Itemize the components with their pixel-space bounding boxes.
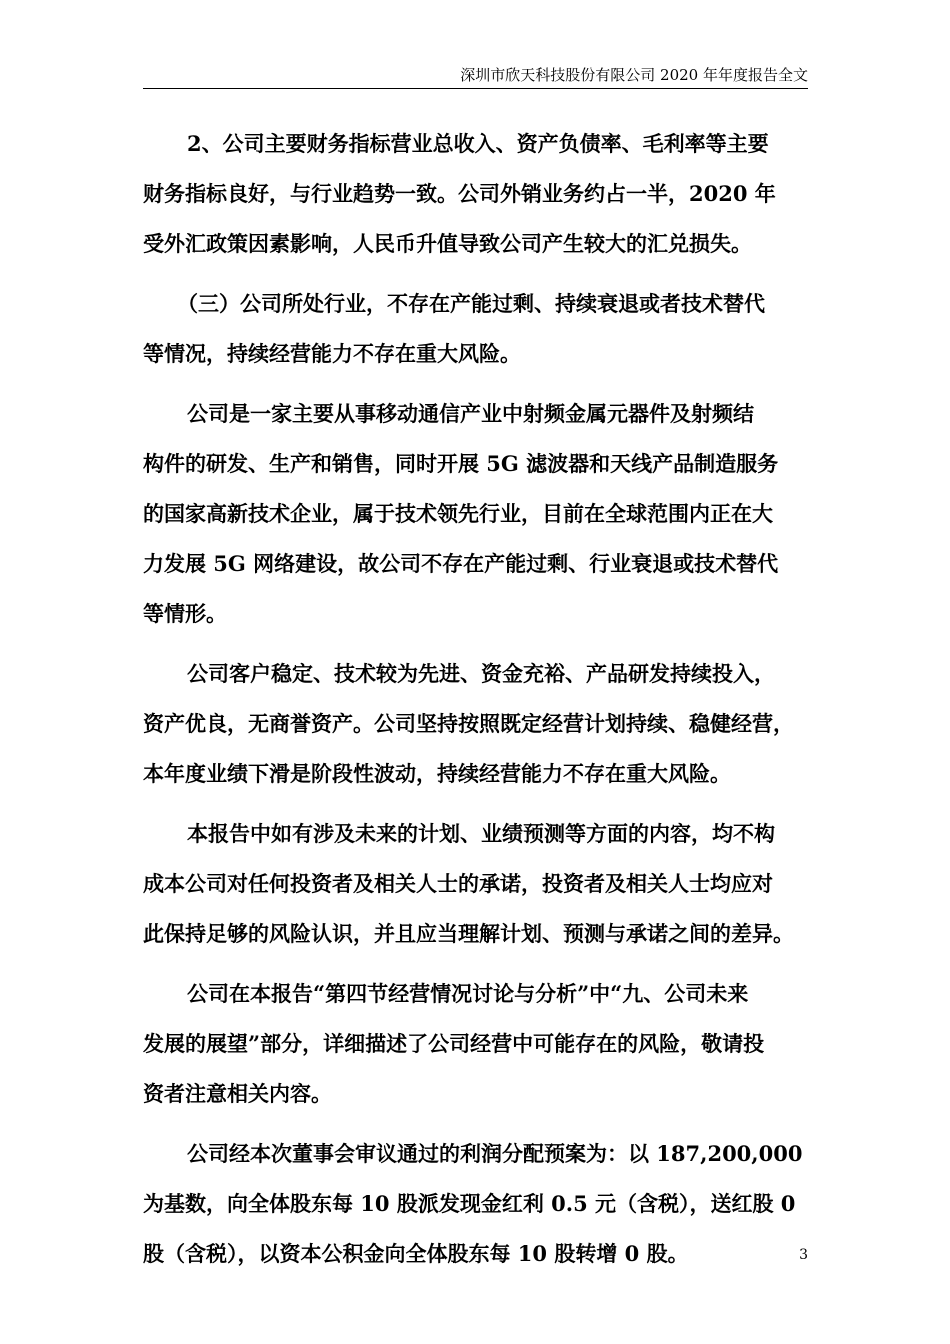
paragraph-forward-looking-disclaimer xyxy=(143,809,808,959)
text-line: 资产优良，无商誉资产。公司坚持按照既定经营计划持续、稳健经营， xyxy=(143,711,794,736)
text-line: 等情形。 xyxy=(143,601,227,626)
text-line: 发展的展望”部分，详细描述了公司经营中可能存在的风险，敬请投 xyxy=(143,1031,765,1056)
text-line: 成本公司对任何投资者及相关人士的承诺，投资者及相关人士均应对 xyxy=(143,871,773,896)
text-line: 力发展 5G 网络建设，故公司不存在产能过剩、行业衰退或技术替代 xyxy=(143,551,779,576)
document-body xyxy=(143,119,808,1289)
text-line: 的国家高新技术企业，属于技术领先行业，目前在全球范围内正在大 xyxy=(143,501,773,526)
paragraph-company-profile xyxy=(143,389,808,639)
paragraph-financial-indicators xyxy=(143,119,808,269)
paragraph-risk-reference xyxy=(143,969,808,1119)
text-line: 此保持足够的风险认识，并且应当理解计划、预测与承诺之间的差异。 xyxy=(143,921,794,946)
text-line: 公司是一家主要从事移动通信产业中射频金属元器件及射频结 xyxy=(187,401,754,426)
text-line: 本报告中如有涉及未来的计划、业绩预测等方面的内容，均不构 xyxy=(187,821,775,846)
text-line: 公司在本报告“第四节经营情况讨论与分析”中“九、公司未来 xyxy=(187,981,749,1006)
text-line: 资者注意相关内容。 xyxy=(143,1081,332,1106)
text-line: 公司经本次董事会审议通过的利润分配预案为：以 187,200,000 xyxy=(187,1141,803,1166)
paragraph-operating-stability xyxy=(143,649,808,799)
paragraph-profit-distribution xyxy=(143,1129,808,1279)
text-line: 2、公司主要财务指标营业总收入、资产负债率、毛利率等主要 xyxy=(187,131,769,156)
header-title: 深圳市欣天科技股份有限公司 2020 年年度报告全文 xyxy=(460,66,808,84)
paragraph-industry-status xyxy=(143,279,808,379)
text-line: 公司客户稳定、技术较为先进、资金充裕、产品研发持续投入， xyxy=(187,661,775,686)
text-line: 构件的研发、生产和销售，同时开展 5G 滤波器和天线产品制造服务 xyxy=(143,451,779,476)
text-line: 受外汇政策因素影响，人民币升值导致公司产生较大的汇兑损失。 xyxy=(143,231,752,256)
text-line: 为基数，向全体股东每 10 股派发现金红利 0.5 元（含税），送红股 0 xyxy=(143,1191,796,1216)
text-line: （三）公司所处行业，不存在产能过剩、持续衰退或者技术替代 xyxy=(177,291,765,316)
page-header xyxy=(143,62,808,89)
text-line: 等情况，持续经营能力不存在重大风险。 xyxy=(143,341,521,366)
text-line: 财务指标良好，与行业趋势一致。公司外销业务约占一半，2020 年 xyxy=(143,181,776,206)
text-line: 本年度业绩下滑是阶段性波动，持续经营能力不存在重大风险。 xyxy=(143,761,731,786)
text-line: 股（含税），以资本公积金向全体股东每 10 股转增 0 股。 xyxy=(143,1241,689,1266)
page-number: 3 xyxy=(799,1247,808,1263)
